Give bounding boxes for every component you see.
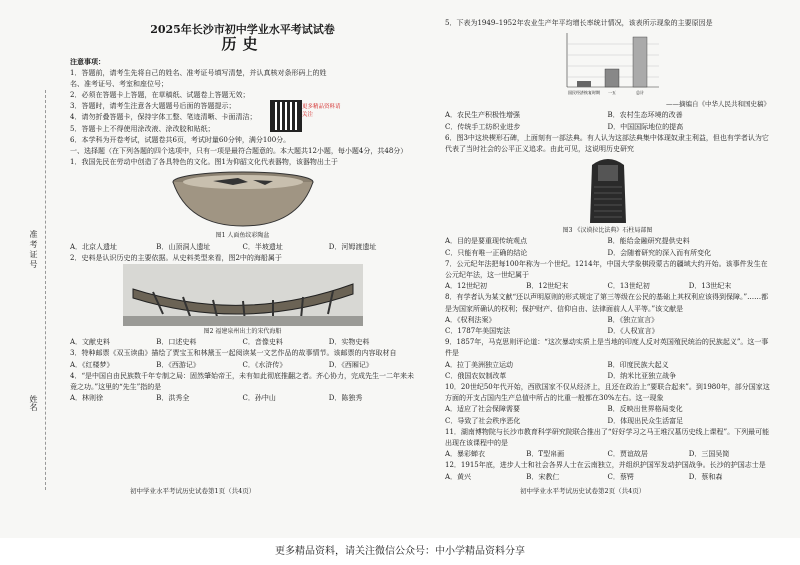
option: C．传统手工纺织业进步 — [445, 122, 521, 131]
figure-3-caption: 图3 《汉谟拉比法典》石柱局部图 — [562, 227, 653, 235]
q9-options — [445, 360, 770, 382]
option: C．贾谊故居 — [607, 450, 648, 459]
option: B．《独立宣言》 — [607, 315, 659, 324]
question-11: 11．湖南博物院与长沙市教育科学研究院联合推出了“好好学习之马王堆汉墓历史线上课程”。下列最可能出现在该课程中的是 — [445, 427, 770, 448]
figure-2 — [70, 264, 415, 326]
ship-hull-image — [123, 264, 363, 326]
q6-options — [445, 236, 770, 258]
option: B．印度民族大起义 — [607, 360, 669, 369]
option: D．《人权宣言》 — [607, 327, 659, 336]
binding-line — [45, 90, 46, 490]
option: B．12世纪末 — [526, 282, 569, 291]
q3-options — [70, 360, 415, 371]
option: D．纳米比亚独立战争 — [607, 371, 677, 380]
option: C．只能有唯一正确的结论 — [445, 248, 528, 257]
option: C．俄国农奴制改革 — [445, 371, 507, 380]
q10-options — [445, 404, 770, 426]
option: C．《水浒传》 — [242, 360, 287, 369]
growth-bar-chart — [553, 29, 663, 99]
question-6: 6．图3中这块楔形石碑，上面刻有一部法典。有人认为这部法典集中体现奴隶主利益，但也有学者认为它代表了当时社会的公平正义追求。由此可见，这说明历史研究 — [445, 133, 769, 154]
option: D．《西厢记》 — [328, 360, 373, 369]
option: B．山顶洞人遗址 — [156, 242, 211, 251]
notice-heading: 注意事项： — [70, 57, 105, 67]
option: C．导致了社会秩序恶化 — [445, 416, 521, 425]
notice-item: 3．答题时，请考生注意各大题题号后面的答题提示； — [70, 102, 236, 111]
option: C．13世纪初 — [607, 282, 650, 291]
option: B．宋教仁 — [526, 472, 560, 481]
option: B．口述史料 — [156, 338, 197, 347]
code-stele-image — [578, 155, 638, 225]
option: C．1787年美国宪法 — [445, 327, 511, 336]
option: B．洪秀全 — [156, 394, 190, 403]
option: A．林则徐 — [70, 394, 104, 403]
option: D．实物史料 — [328, 338, 370, 347]
q11-options — [445, 449, 770, 460]
chart-x-label: 国民经济恢复时期 — [567, 90, 600, 96]
q8-options — [445, 315, 770, 337]
pottery-basin-image — [158, 168, 328, 230]
figure-chart — [445, 29, 770, 99]
q2-options — [70, 337, 415, 348]
notice-item: 2．必须在答题卡上答题，在草稿纸、试题卷上答题无效； — [70, 91, 250, 100]
option: A．北京人遗址 — [70, 242, 118, 251]
right-column — [445, 18, 770, 483]
option: C．音像史料 — [242, 338, 283, 347]
figure-1-caption: 图1 人面鱼纹彩陶盆 — [215, 232, 270, 240]
option: B．农村生态环境的改善 — [607, 111, 683, 120]
option: A．拉丁美洲独立运动 — [445, 360, 514, 369]
figure-3 — [445, 155, 770, 225]
left-column — [70, 18, 415, 404]
question-10: 10．20世纪50年代开始，西欧国家不仅从经济上，且还在政治上“要联合起来”。到1980年，部分国家这方面的开支占国内生产总值中所占的比重一般都在30%左右。这一现象 — [445, 383, 770, 403]
option: D．河姆渡遗址 — [328, 242, 377, 251]
option: D．三国吴简 — [688, 450, 730, 459]
question-12: 12．1915年底，进步人士和社会各界人士在云南独立，并组织护国军发动护国战争。长沙的护国志士是 — [445, 461, 766, 470]
question-5: 5．下表为1949–1952年农业生产年平均增长率统计情况，该表所示现象的主要原因是 — [445, 19, 713, 27]
notice-item: 6．本学科为开卷考试，试题卷共6页，考试时量60分钟，满分100分。 — [70, 135, 291, 144]
notice-item: 4．请勿折叠答题卡，保持字体工整、笔迹清晰、卡面清洁； — [70, 113, 257, 122]
section-heading: 一、选择题（在下列各题的四个选项中，只有一项是最符合题意的。本大题共12小题，每小题4分，共48分） — [70, 147, 408, 156]
option: A．《红楼梦》 — [70, 360, 114, 369]
option: A．适应了社会保障需要 — [445, 405, 521, 414]
option: C．孙中山 — [242, 394, 276, 403]
notice-item: 5．答题卡上不得使用涂改液、涂改胶和贴纸； — [70, 124, 215, 133]
option: A．《权利法案》 — [445, 315, 496, 324]
question-4: 4．“是中国自由民族数千年专制之局：固然肇始帝王，未有如此彻底推翻之者。齐心协力，完成先生一二年来未竟之功。”这里的“先生”指的是 — [70, 371, 415, 392]
option: C．蔡锷 — [607, 472, 634, 481]
q1-options — [70, 242, 415, 253]
q4-options — [70, 393, 415, 404]
question-1: 1．我国先民在劳动中创造了各具特色的文化。图1为仰韶文化代表器物，该器物出土于 — [70, 158, 338, 167]
q5-options — [445, 110, 770, 132]
chart-x-label: 一五 — [607, 90, 616, 96]
option: D．中国国际地位的提高 — [607, 122, 684, 131]
footer-page-1: 初中学业水平考试历史试卷第1页（共4页） — [130, 487, 256, 495]
option: A．目的是要重现传统观点 — [445, 237, 528, 246]
question-8: 8．有学者认为某文献“还以声明原则的形式规定了第三等级在公民的基础上其权利应该得到保障。”……都是为国家所确认的权利；保护财产、信仰自由、法律面前人人平等。”该文献是 — [445, 293, 769, 313]
option: B．《西游记》 — [156, 360, 200, 369]
option: A．农民生产积极性增强 — [445, 111, 521, 120]
bottom-banner: 更多精品资料，请关注微信公众号：中小学精品资料分享 — [0, 538, 800, 565]
option: B．能给金融研究提供史料 — [607, 237, 690, 246]
q5-source: ——摘编自《中华人民共和国史稿》 — [666, 100, 770, 109]
subject-title: 历史 — [221, 35, 264, 54]
option: A．黄兴 — [445, 472, 472, 481]
notice-item: 1．答题前，请考生先将自己的姓名、准考证号填写清楚，并认真核对条形码上的姓名、准考证号、考室和座位号； — [70, 68, 327, 88]
option: B．反映出世界格局变化 — [607, 405, 683, 414]
option: A．12世纪初 — [445, 282, 487, 291]
chart-x-label: 总计 — [635, 90, 644, 96]
option: A．暴彩蝉衣 — [445, 450, 486, 459]
option: B．T型帛画 — [526, 450, 565, 459]
question-9: 9．1857年，马克思则评论道：“这次暴动实质上是当地的印度人反对英国殖民统治的民族起义”。这一事件是 — [445, 338, 769, 358]
q12-options — [445, 472, 770, 483]
question-2: 2．史料是认识历史的主要依据。从史料类型来看，图2中的海船属于 — [70, 253, 282, 262]
side-exam-number: 准考证号 — [29, 230, 38, 270]
exam-title: 2025年长沙市初中学业水平考试试卷 — [150, 23, 335, 36]
question-3: 3．特种邮票《双玉读曲》描绘了贾宝玉和林黛玉一起阅读某一文艺作品的故事情节。该邮票的内容取材自 — [70, 349, 397, 358]
option: D．13世纪末 — [688, 282, 732, 291]
figure-2-caption: 图2 福建泉州出土的宋代海船 — [203, 328, 282, 336]
option: D．陈独秀 — [328, 394, 363, 403]
footer-page-2: 初中学业水平考试历史试卷第2页（共4页） — [520, 487, 646, 495]
option: D．蔡和森 — [688, 472, 723, 481]
option: C．半坡遗址 — [242, 242, 283, 251]
option: D．体现出民众生活富足 — [607, 416, 684, 425]
question-7: 7．公元纪年法把每100年称为一个世纪。1214年，中国大学象棋段蒙古的疆域大约开始。该事件发生在公元纪年法，这一世纪属于 — [445, 259, 768, 280]
qr-label: 更多精品资料请关注 — [302, 104, 341, 118]
qr-code — [270, 100, 302, 132]
option: D．会随着研究的深入而有所变化 — [607, 248, 712, 257]
option: A．文献史料 — [70, 338, 111, 347]
q7-options — [445, 281, 770, 292]
figure-1 — [70, 168, 415, 230]
side-name: 姓名 — [29, 395, 38, 411]
